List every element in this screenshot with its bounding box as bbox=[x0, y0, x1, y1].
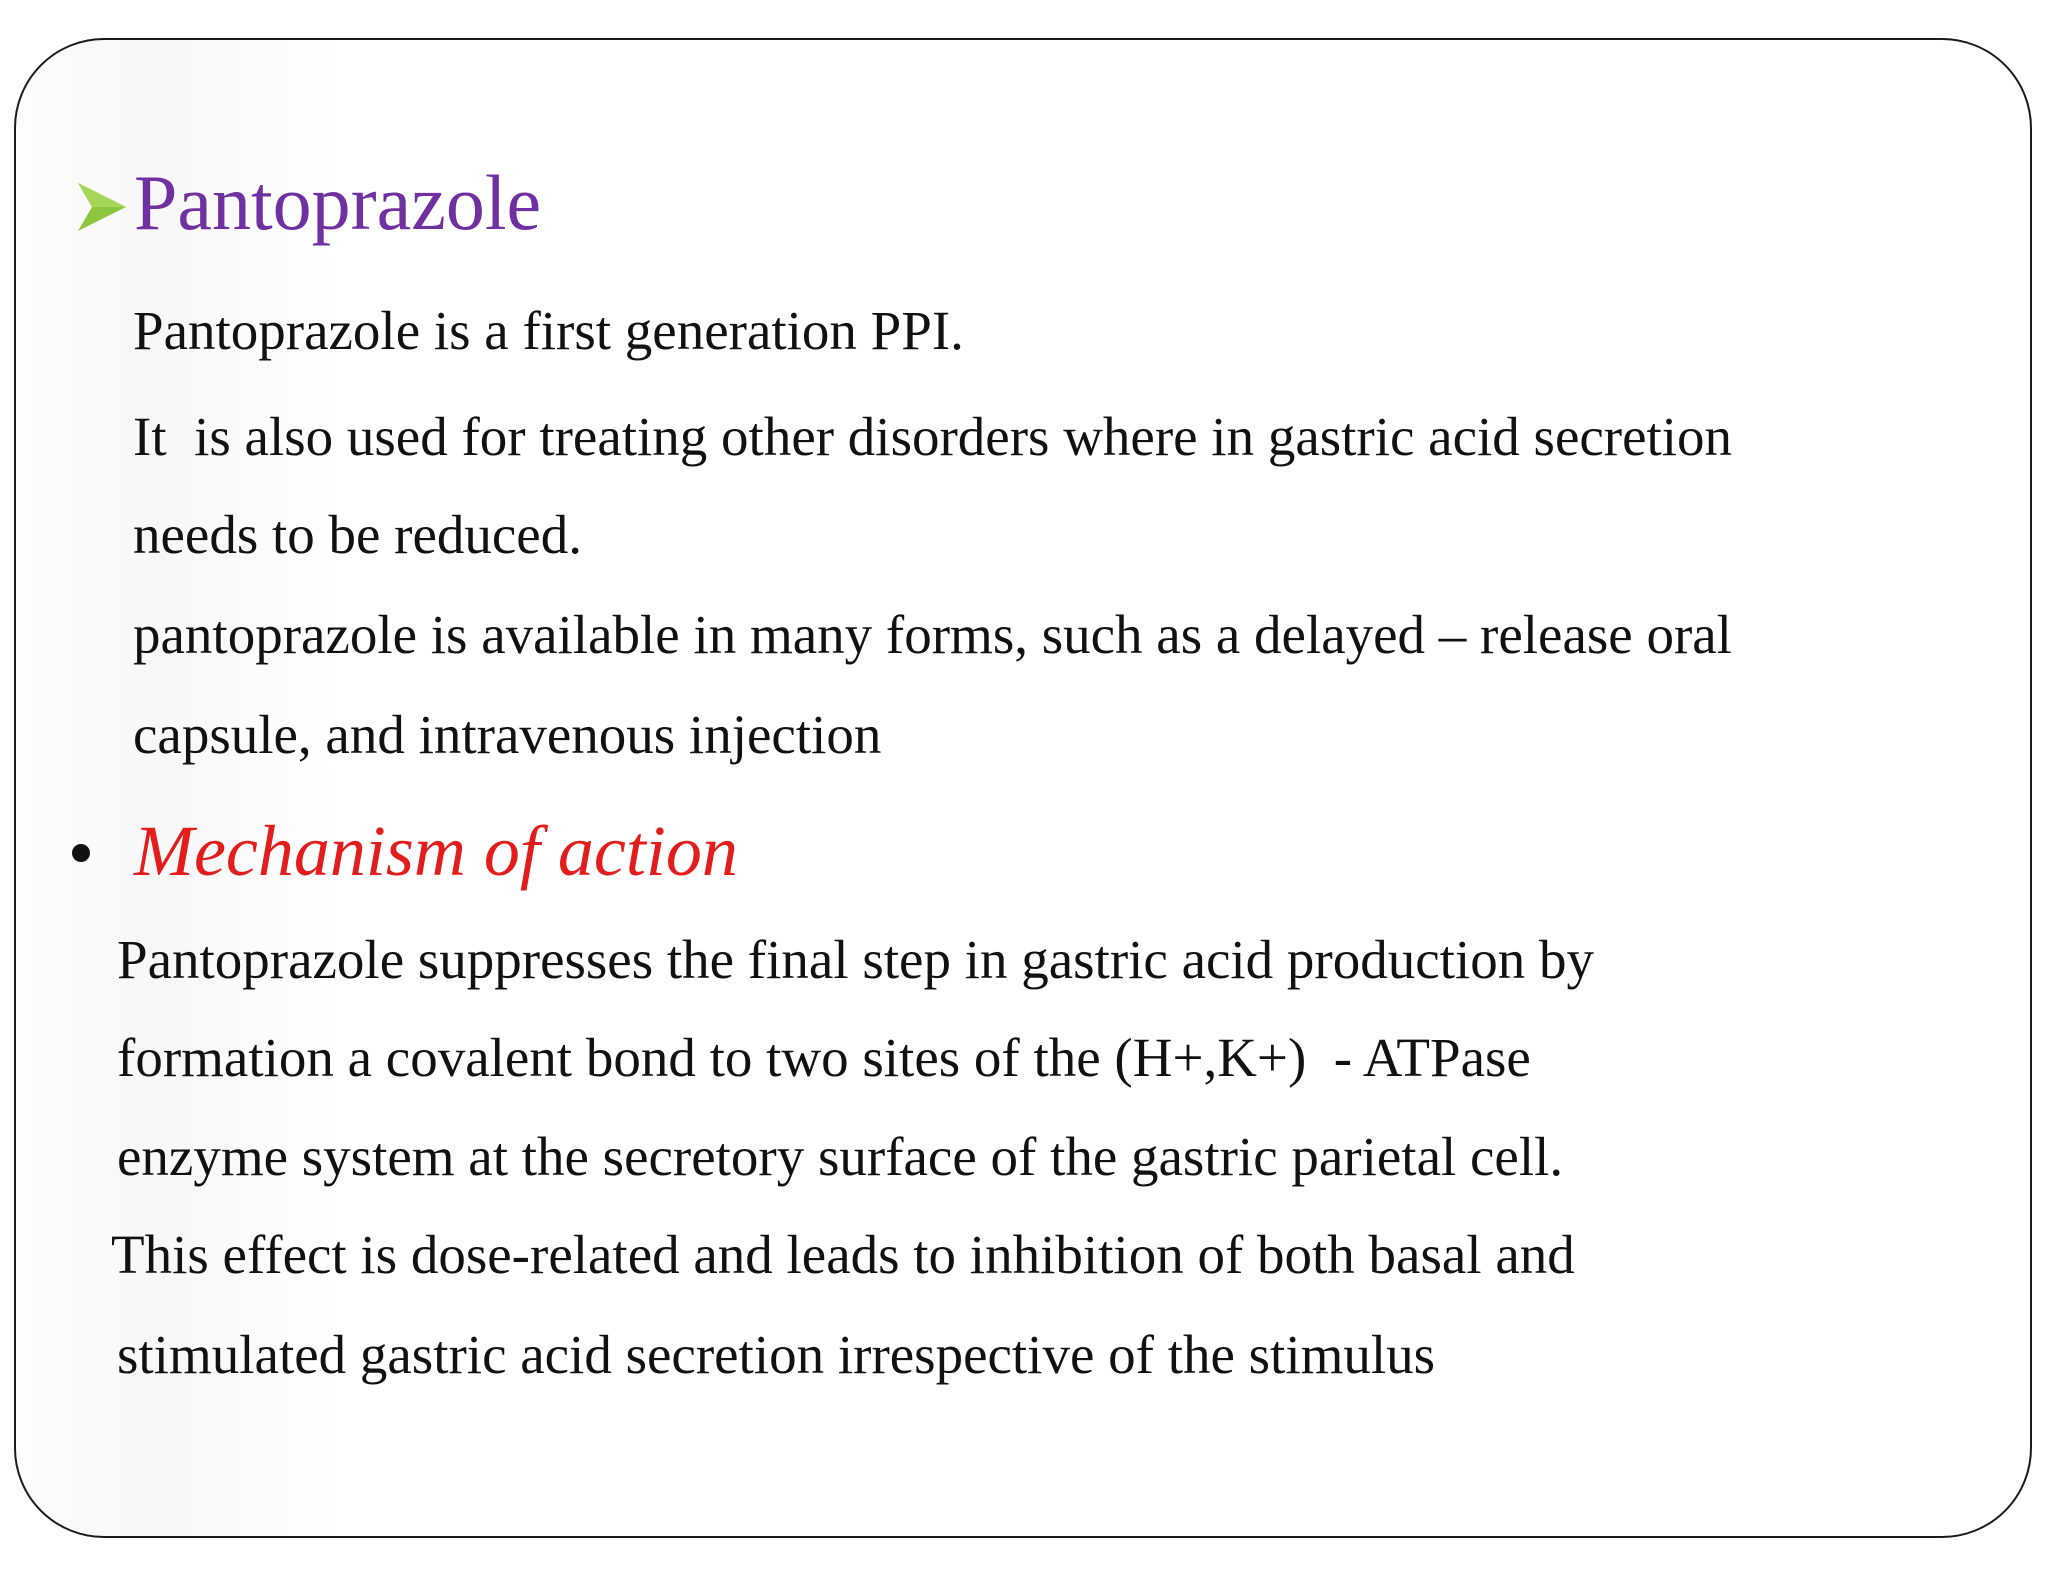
mechanism-line-2: formation a covalent bond to two sites of the (H+,K+) - ATPase bbox=[117, 1027, 1531, 1088]
arrow-bullet-icon bbox=[74, 177, 130, 237]
intro-line-1: Pantoprazole is a first generation PPI. bbox=[133, 300, 964, 361]
mechanism-line-1: Pantoprazole suppresses the final step in gastric acid production by bbox=[117, 929, 1594, 990]
mechanism-line-4: This effect is dose-related and leads to inhibition of both basal and bbox=[111, 1224, 1575, 1285]
heading-title: Pantoprazole bbox=[134, 159, 542, 246]
mechanism-section-header bbox=[72, 796, 738, 906]
intro-line-3: needs to be reduced. bbox=[133, 504, 582, 565]
intro-line-5: capsule, and intravenous injection bbox=[133, 704, 882, 765]
mechanism-line-5: stimulated gastric acid secretion irrespective of the stimulus bbox=[117, 1324, 1436, 1385]
intro-line-4: pantoprazole is available in many forms, such as a delayed – release oral bbox=[133, 604, 1732, 665]
mechanism-line-3: enzyme system at the secretory surface of the gastric parietal cell. bbox=[117, 1126, 1564, 1187]
section-title: Mechanism of action bbox=[134, 811, 738, 891]
bullet-dot-icon bbox=[72, 844, 90, 862]
intro-line-2: It is also used for treating other disorders where in gastric acid secretion bbox=[133, 406, 1733, 467]
slide-heading bbox=[74, 148, 541, 258]
